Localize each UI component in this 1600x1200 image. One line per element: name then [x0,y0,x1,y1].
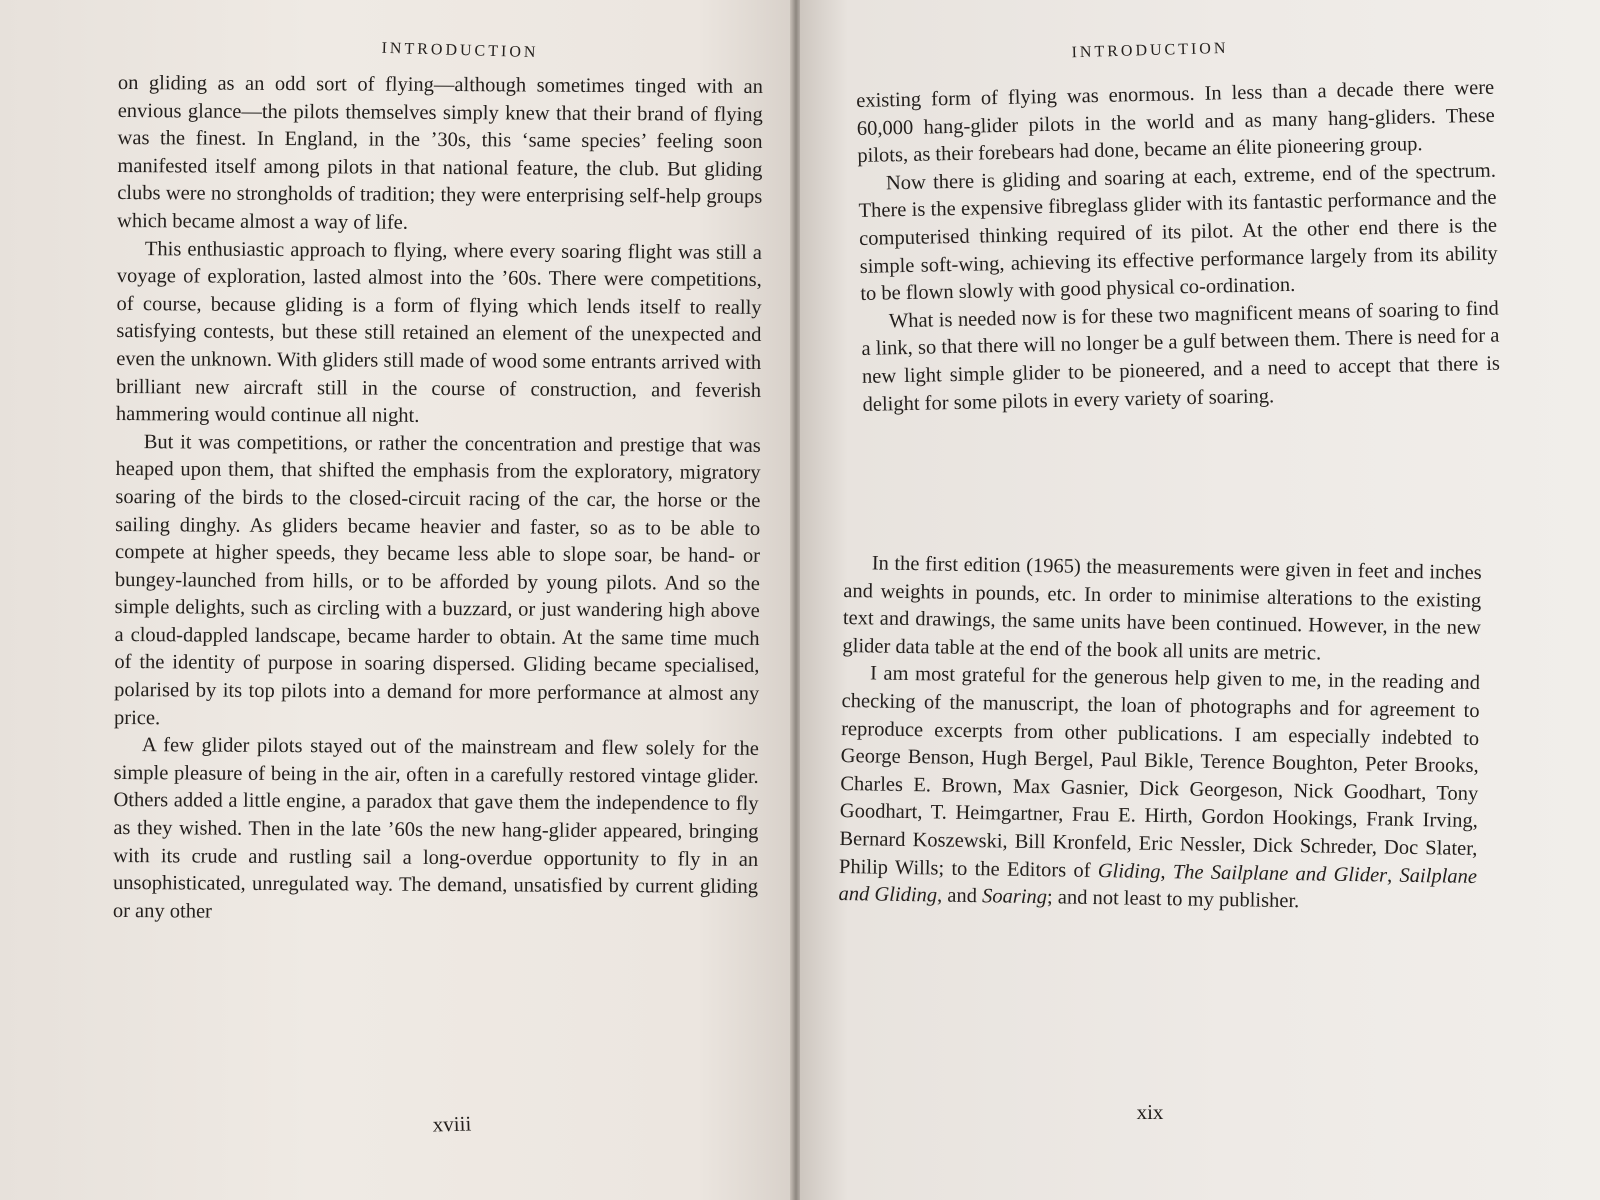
acknowledgements-text-end: ; and not least to my publisher. [1046,886,1300,913]
page-number-right: xix [1136,1100,1164,1124]
paragraph: Now there is gliding and soaring at each, extreme, end of the spectrum. There is the expensive fibreglass glider with its fantastic performance and the computerised thinking required of its pilot. At the other end there is the simple soft-wing, achieving its effective performance largely from its ability to be flown slowly with good physical co-ordination. [858,159,1498,306]
publication-title: Gliding [1097,859,1161,883]
page-number-left: xviii [432,1111,472,1137]
paragraph: What is needed now is for these two magnificent means of soaring to find a link, so that there will no longer be a gulf between them. There is need for a new light simple glider to be pioneered, and a need to accept that there is delight for some pilots in every variety of soaring. [861,297,1501,416]
paragraph: In the first edition (1965) the measurements were given in feet and inches and weights in pounds, etc. In order to minimise alterations to the existing text and drawings, the same units have been continued. However, in the new glider data table at the end of the book all units are metric. [842,552,1482,665]
right-page-text-upper [856,75,1501,419]
left-page-text [113,70,763,929]
right-page [800,0,1600,1200]
separator: , [1386,864,1400,887]
publication-title: Soaring [981,885,1048,909]
paragraph: on gliding as an odd sort of flying—although sometimes tinged with an envious glance—the pilots themselves simply knew that their brand of flying was the finest. In England, in the ’30s, this ‘same species’ feeling soon manifested itself among pilots in that national feature, the club. But gliding clubs were no strongholds of tradition; they were enterprising self-help groups which became almost a way of life. [117,71,763,234]
paragraph: A few glider pilots stayed out of the mainstream and flew solely for the simple pleasure of being in the air, often in a carefully restored vintage glider. Others added a little engine, a paradox that gave them the independence to fly as they wished. Then in the late ’60s the new hang-glider appeared, bringing with its crude and rustling sail a long-overdue opportunity to fly in an unsophisticated, unregulated way. The demand, unsatisfied by current gliding or any other [112,734,759,923]
acknowledgements-text: I am most grateful for the generous help given to me, in the reading and checking of the manuscript, the loan of photographs and for agreement to reproduce excerpts from other publications. I am especially indebted to George Benson, Hugh Bergel, Paul Bikle, Terence Boughton, Peter Brooks, Charles E. Brown, Max Gasnier, Dick Georgeson, Nick Goodhart, Tony Goodhart, T. Heimgartner, Frau E. Hirth, Gordon Hookings, Frank Irving, Bernard Koszewski, Bill Kronfeld, Eric Nessler, Dick Schreder, Doc Slater, Philip Wills; to the Editors of [838,662,1481,882]
right-page-text-lower [838,550,1482,919]
running-head-left: INTRODUCTION [381,39,539,62]
publication-title: Sailplane and Gliding [838,864,1478,907]
paragraph: But it was competitions, or rather the concentration and prestige that was heaped upon them, that shifted the emphasis from the exploratory, migratory soaring of the birds to the closed-circuit racing of the car, the horse or the sailing dinghy. As gliders became heavier and faster, so as to be able to compete at higher speeds, they became less able to slope soar, be hand- or bungey-launched from hills, or to be afforded by young pilots. And so the simple delights, such as circling with a buzzard, or just wandering high above a cloud-dappled landscape, became harder to obtain. At the same time much of the identity of purpose in soaring dispersed. Gliding became specialised, polarised by its top pilots into a demand for more performance at almost any price. [113,430,761,729]
separator: , and [936,884,983,908]
running-head-right: INTRODUCTION [1071,39,1229,62]
acknowledgements-paragraph [838,660,1480,918]
paragraph: This enthusiastic approach to flying, where every soaring flight was still a voyage of exploration, lasted almost into the ’60s. There were competitions, of course, because gliding is a form of flying which lends itself to really satisfying contests, but these still retained an element of the unexpected and even the unknown. With gliders still made of wood some entrants arrived with brilliant new aircraft still in the course of construction, and feverish hammering would continue all night. [115,237,762,427]
separator: , [1160,860,1174,883]
publication-title: The Sailplane and Glider [1172,860,1388,887]
paragraph: existing form of flying was enormous. In less than a decade there were 60,000 hang-glider pilots in the world and as many hang-gliders. These pilots, as their forebears had done, became an élite pioneering group. [856,76,1495,168]
left-page [0,0,792,1200]
